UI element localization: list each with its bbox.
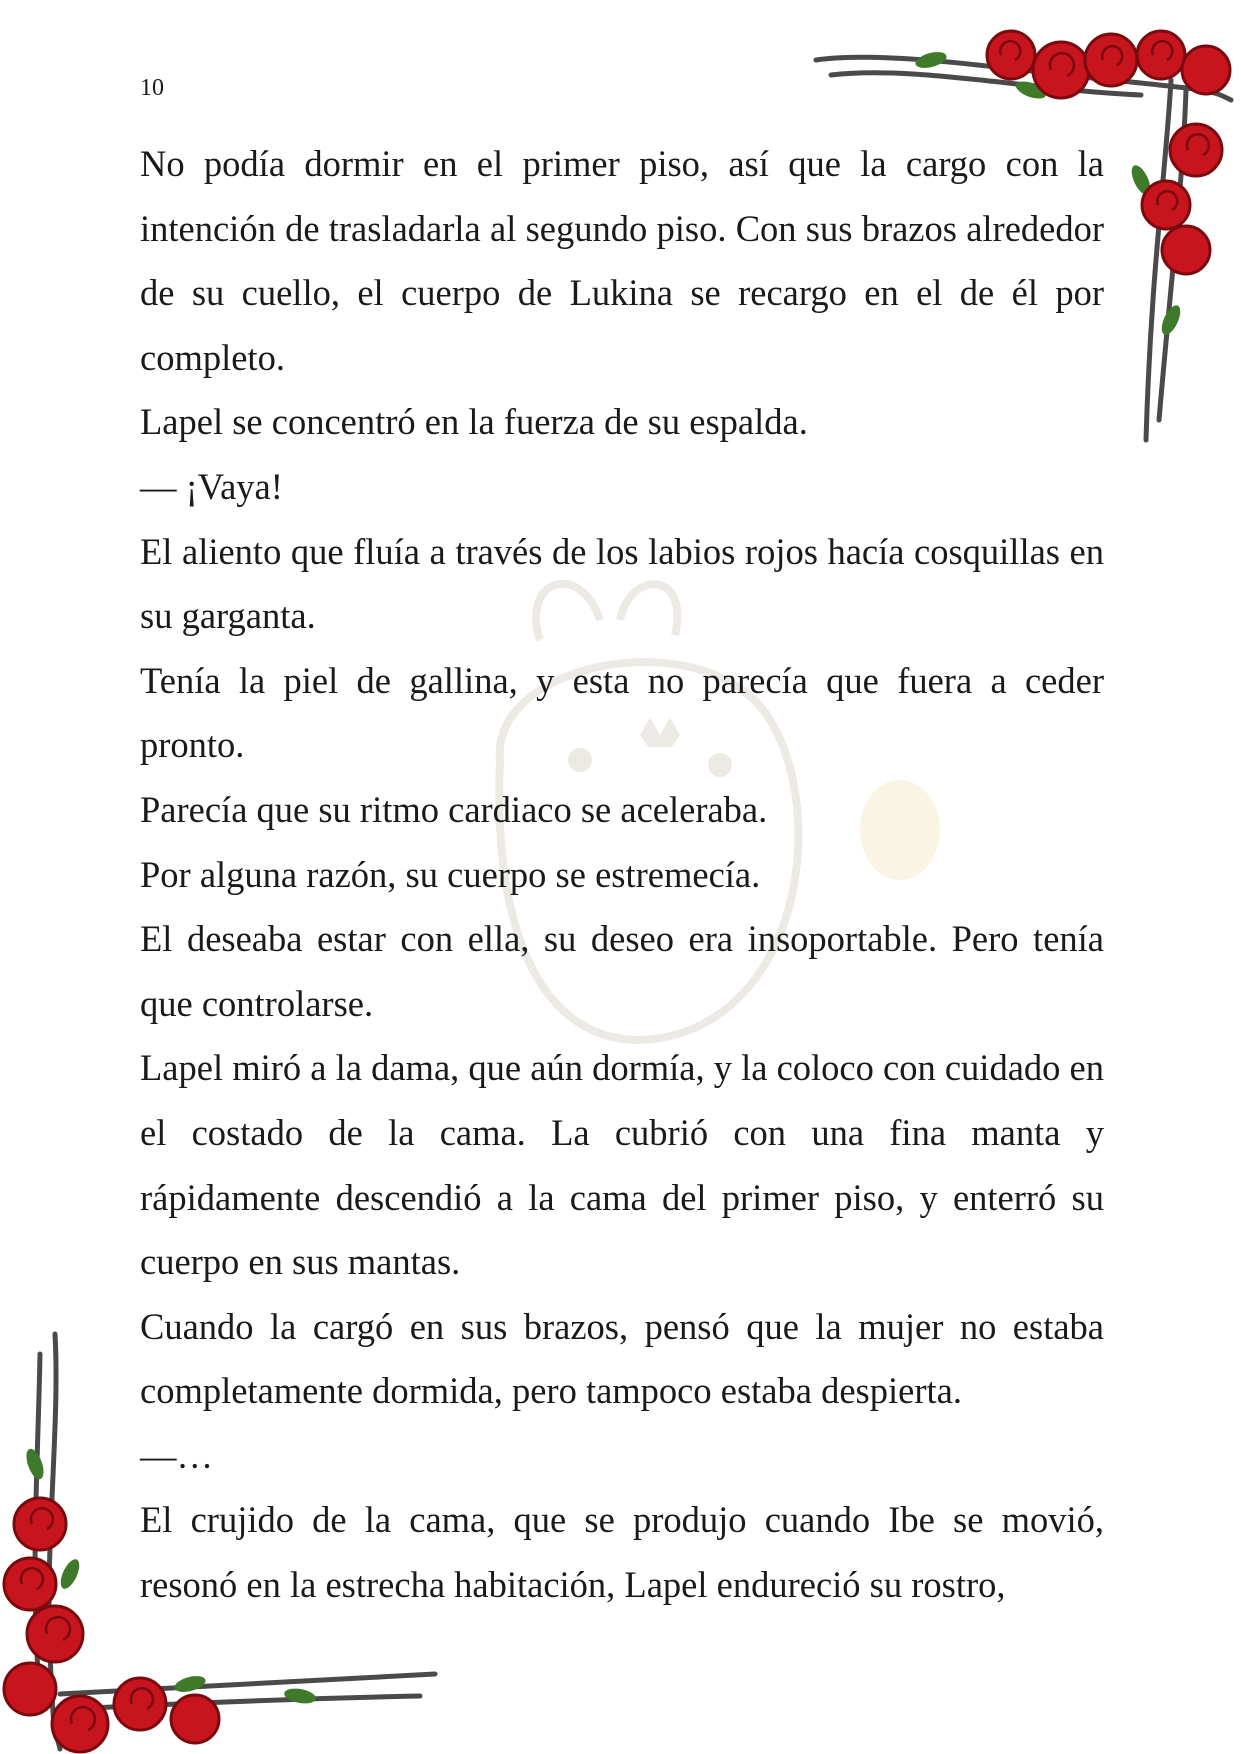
page-number: 10 bbox=[140, 75, 164, 101]
paragraph: El crujido de la cama, que se produjo cuando Ibe se movió, resonó en la estrecha habitación, Lapel endureció su rostro, bbox=[140, 1499, 1104, 1606]
paragraph: — ¡Vaya! bbox=[140, 465, 283, 507]
chapter-text bbox=[140, 132, 1104, 1618]
paragraph: Lapel se concentró en la fuerza de su espalda. bbox=[140, 401, 808, 443]
paragraph: —… bbox=[140, 1434, 213, 1476]
paragraph: Tenía la piel de gallina, y esta no parecía que fuera a ceder pronto. bbox=[140, 659, 1104, 766]
paragraph: El aliento que fluía a través de los labios rojos hacía cosquillas en su garganta. bbox=[140, 530, 1104, 637]
paragraph: No podía dormir en el primer piso, así que la cargo con la intención de trasladarla al segundo piso. Con sus brazos alrededor de su cuello, el cuerpo de Lukina se recargo en el de él por completo. bbox=[140, 143, 1104, 378]
paragraph: El deseaba estar con ella, su deseo era insoportable. Pero tenía que controlarse. bbox=[140, 918, 1104, 1024]
paragraph: Lapel miró a la dama, que aún dormía, y la coloco con cuidado en el costado de la cama. La cubrió con una fina manta y rápidamente descendió a la cama del primer piso, y enterró su cuerpo en sus mantas. bbox=[140, 1047, 1104, 1283]
paragraph: Cuando la cargó en sus brazos, pensó que la mujer no estaba completamente dormida, pero tampoco estaba despierta. bbox=[140, 1305, 1104, 1412]
paragraph: Parecía que su ritmo cardiaco se aceleraba. bbox=[140, 788, 768, 830]
paragraph: Por alguna razón, su cuerpo se estremecía. bbox=[140, 853, 761, 895]
